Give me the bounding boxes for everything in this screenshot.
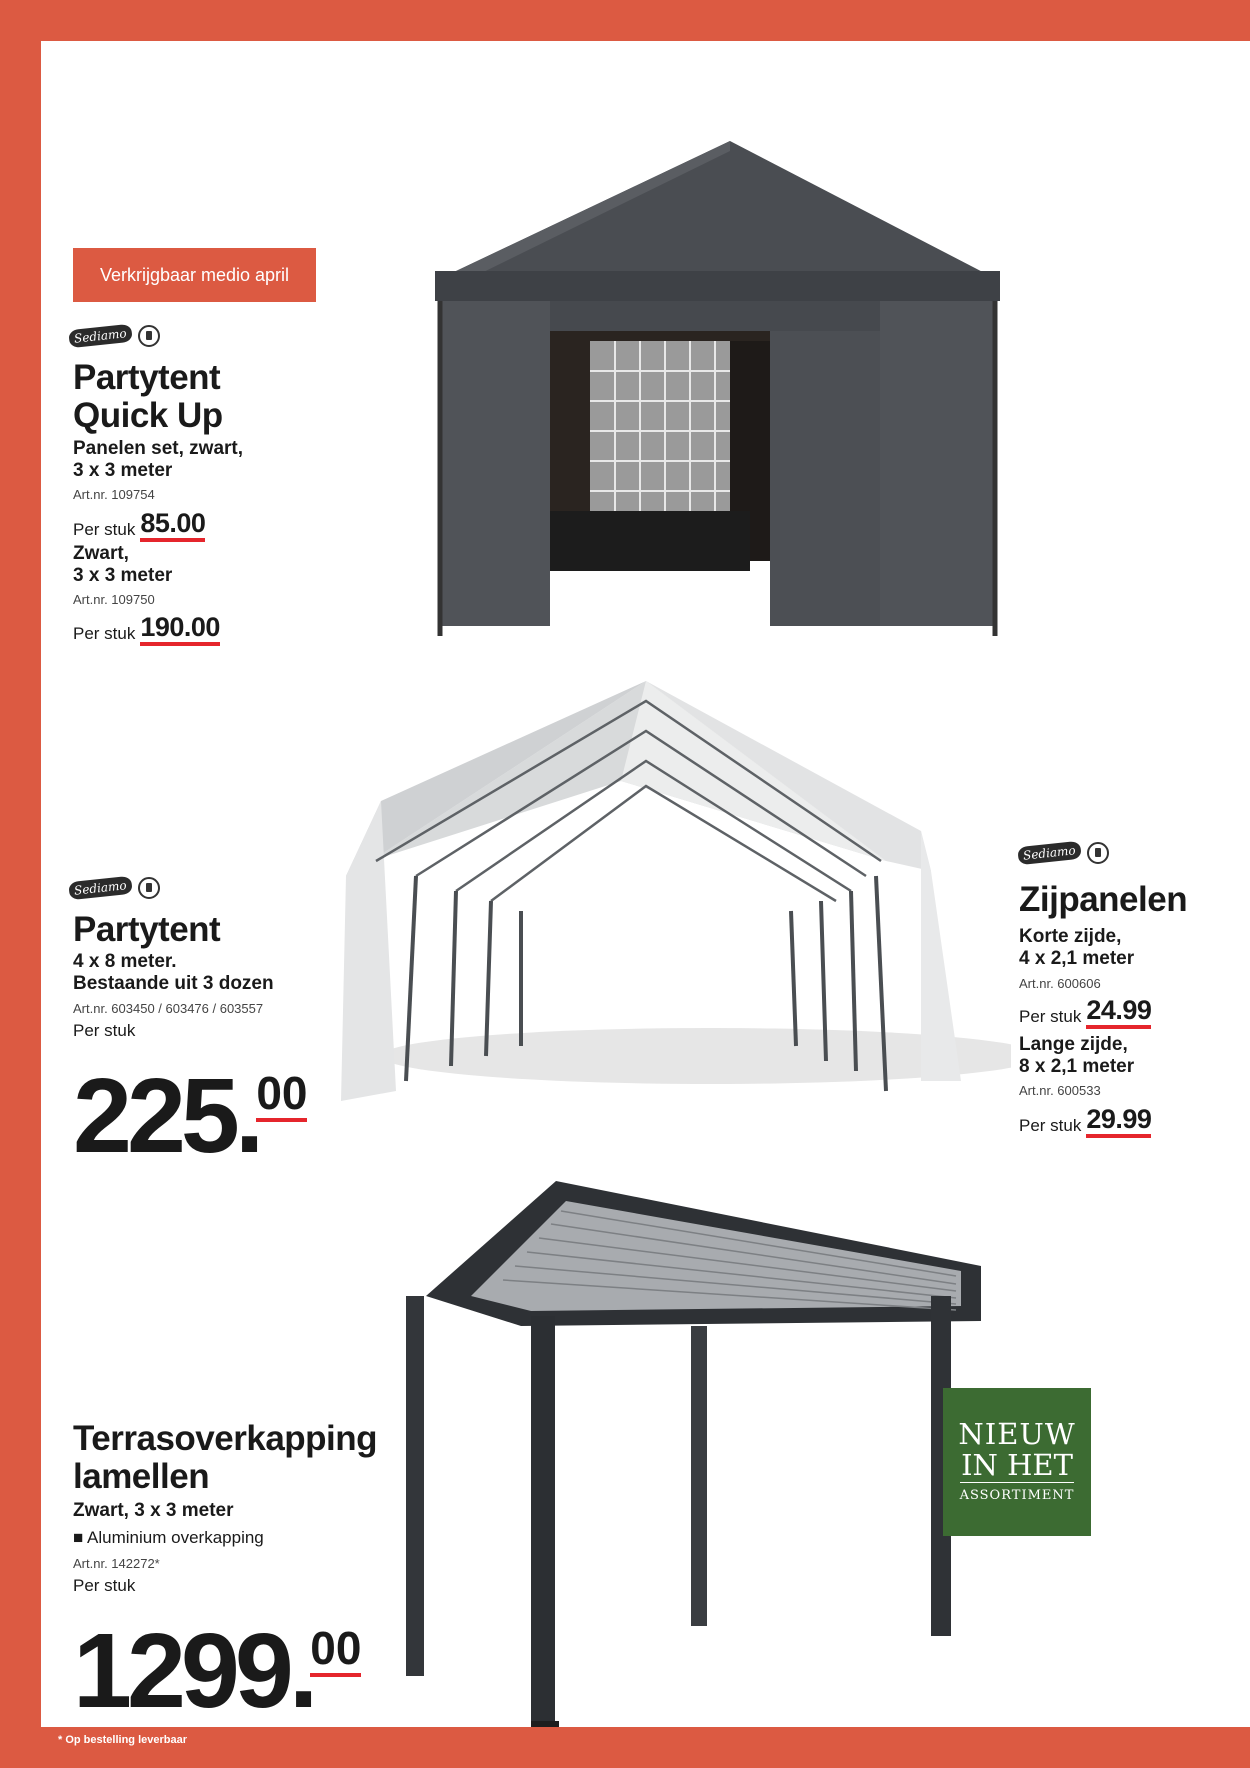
product1-v2-desc-line2: 3 x 3 meter xyxy=(73,565,173,586)
product1-v2-price xyxy=(73,613,220,646)
product1-v1-price xyxy=(73,509,205,542)
product3-v1-art: Art.nr. 600606 xyxy=(1019,976,1101,991)
per-stuk-label: Per stuk xyxy=(1019,1007,1082,1026)
sediamo-brand xyxy=(69,325,160,347)
lamellen-overkapping-image xyxy=(401,1176,1011,1727)
product2-big-price xyxy=(73,1057,308,1175)
price-dot: . xyxy=(234,1057,265,1175)
price-value: 29.99 xyxy=(1086,1105,1151,1138)
product1-v2-desc-line1: Zwart, xyxy=(73,543,129,564)
product3-title: Zijpanelen xyxy=(1019,880,1188,919)
product4-title-line2: lamellen xyxy=(73,1457,210,1496)
product4-desc: Zwart, 3 x 3 meter xyxy=(73,1500,234,1521)
price-value: 190.00 xyxy=(140,613,220,646)
per-stuk-label: Per stuk xyxy=(73,520,136,539)
nieuw-in-het-assortiment-badge xyxy=(943,1388,1091,1536)
product4-per-stuk: Per stuk xyxy=(73,1576,136,1595)
sediamo-brand xyxy=(1018,842,1109,864)
price-value: 24.99 xyxy=(1086,996,1151,1029)
price-cents: 00 xyxy=(256,1070,307,1122)
nieuw-line1: NIEUW xyxy=(958,1416,1076,1451)
product1-title-line2: Quick Up xyxy=(73,396,223,435)
product3-v2-desc-line1: Lange zijde, xyxy=(1019,1034,1128,1055)
price-cents: 00 xyxy=(310,1625,361,1677)
product1-v1-art: Art.nr. 109754 xyxy=(73,487,155,502)
product4-big-price xyxy=(73,1612,362,1727)
product4-art: Art.nr. 142272* xyxy=(73,1556,160,1571)
product4-bullet: ■ Aluminium overkapping xyxy=(73,1528,264,1547)
quality-seal-icon xyxy=(1087,842,1109,864)
quick-up-tent-image xyxy=(415,91,1015,681)
product3-v1-desc-line2: 4 x 2,1 meter xyxy=(1019,948,1135,969)
per-stuk-label: Per stuk xyxy=(73,624,136,643)
price-value: 85.00 xyxy=(140,509,205,542)
product2-title: Partytent xyxy=(73,910,221,949)
footer-band xyxy=(41,1727,1250,1768)
product2-art: Art.nr. 603450 / 603476 / 603557 xyxy=(73,1001,264,1016)
product2-desc-line2: Bestaande uit 3 dozen xyxy=(73,973,274,994)
product1-v1-desc-line1: Panelen set, zwart, xyxy=(73,438,244,459)
product1-title-line1: Partytent xyxy=(73,358,221,397)
product1-v1-desc-line2: 3 x 3 meter xyxy=(73,460,173,481)
product2-per-stuk: Per stuk xyxy=(73,1021,136,1040)
product3-v2-price xyxy=(1019,1105,1151,1138)
product2-desc-line1: 4 x 8 meter. xyxy=(73,951,177,972)
sediamo-logo: Sediamo xyxy=(68,324,132,348)
price-dot: . xyxy=(288,1612,319,1727)
nieuw-line2: IN HET xyxy=(961,1447,1073,1482)
sediamo-logo: Sediamo xyxy=(68,876,132,900)
product3-v1-price xyxy=(1019,996,1151,1029)
footnote: * Op bestelling leverbaar xyxy=(58,1734,187,1746)
product3-v2-desc-line2: 8 x 2,1 meter xyxy=(1019,1056,1135,1077)
price-integer: 1299 xyxy=(73,1612,289,1727)
availability-badge: Verkrijgbaar medio april xyxy=(73,248,316,302)
price-integer: 225 xyxy=(73,1057,235,1175)
quality-seal-icon xyxy=(138,325,160,347)
product3-v2-art: Art.nr. 600533 xyxy=(1019,1083,1101,1098)
sediamo-logo: Sediamo xyxy=(1017,841,1081,865)
quality-seal-icon xyxy=(138,877,160,899)
product1-v2-art: Art.nr. 109750 xyxy=(73,592,155,607)
sediamo-brand xyxy=(69,877,160,899)
nieuw-line3: ASSORTIMENT xyxy=(960,1482,1075,1507)
per-stuk-label: Per stuk xyxy=(1019,1116,1082,1135)
white-party-tent-image xyxy=(321,661,1011,1181)
product4-title-line1: Terrasoverkapping xyxy=(73,1419,378,1458)
product3-v1-desc-line1: Korte zijde, xyxy=(1019,926,1122,947)
